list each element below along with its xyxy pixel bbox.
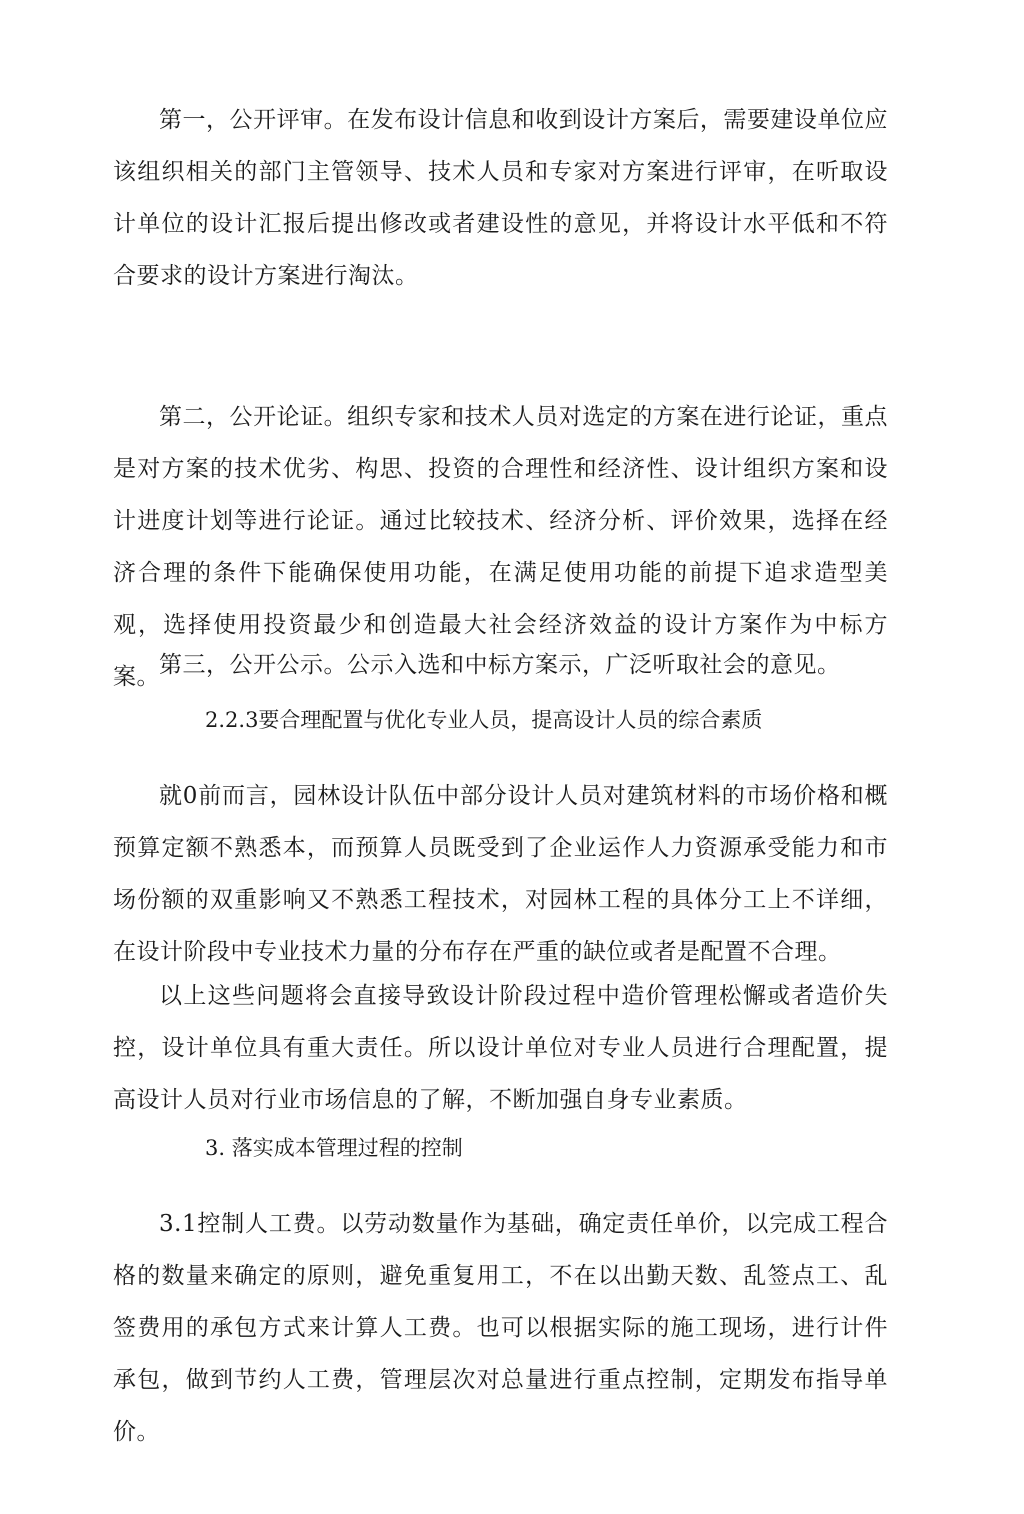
paragraph-current-situation: 就0前而言，园林设计队伍中部分设计人员对建筑材料的市场价格和概预算定额不熟悉本，而预算人员既受到了企业运作人力资源承受能力和市场份额的双重影响又不熟悉工程技术，对园林工程的具体分工上不详细，在设计阶段中专业技术力量的分布存在严重的缺位或者是配置不合理。 [113,783,888,965]
section-heading-2-2-3: 2.2.3要合理配置与优化专业人员，提高设计人员的综合素质 [205,708,763,732]
paragraph-public-demonstration: 第二，公开论证。组织专家和技术人员对选定的方案在进行论证，重点是对方案的技术优劣、构思、投资的合理性和经济性、设计组织方案和设计进度计划等进行论证。通过比较技术、经济分析、评价效果，选择在经济合理的条件下能确保使用功能，在满足使用功能的前提下追求造型美观，选择使用投资最少和创造最大社会经济效益的设计方案作为中标方案。 [113,404,888,690]
paragraph-public-notice: 第三，公开公示。公示入选和中标方案示，广泛听取社会的意见。 [159,652,841,678]
paragraph-consequences: 以上这些问题将会直接导致设计阶段过程中造价管理松懈或者造价失控，设计单位具有重大责任。所以设计单位对专业人员进行合理配置，提高设计人员对行业市场信息的了解，不断加强自身专业素质。 [113,983,888,1113]
paragraph-public-review: 第一，公开评审。在发布设计信息和收到设计方案后，需要建设单位应该组织相关的部门主管领导、技术人员和专家对方案进行评审，在听取设计单位的设计汇报后提出修改或者建设性的意见，并将设计水平低和不符合要求的设计方案进行淘汰。 [113,107,888,289]
section-heading-3: 3. 落实成本管理过程的控制 [205,1136,463,1160]
paragraph-labor-cost-control: 3.1控制人工费。以劳动数量作为基础，确定责任单价，以完成工程合格的数量来确定的原则，避免重复用工，不在以出勤天数、乱签点工、乱签费用的承包方式来计算人工费。也可以根据实际的施工现场，进行计件承包，做到节约人工费，管理层次对总量进行重点控制，定期发布指导单价。 [113,1211,888,1445]
